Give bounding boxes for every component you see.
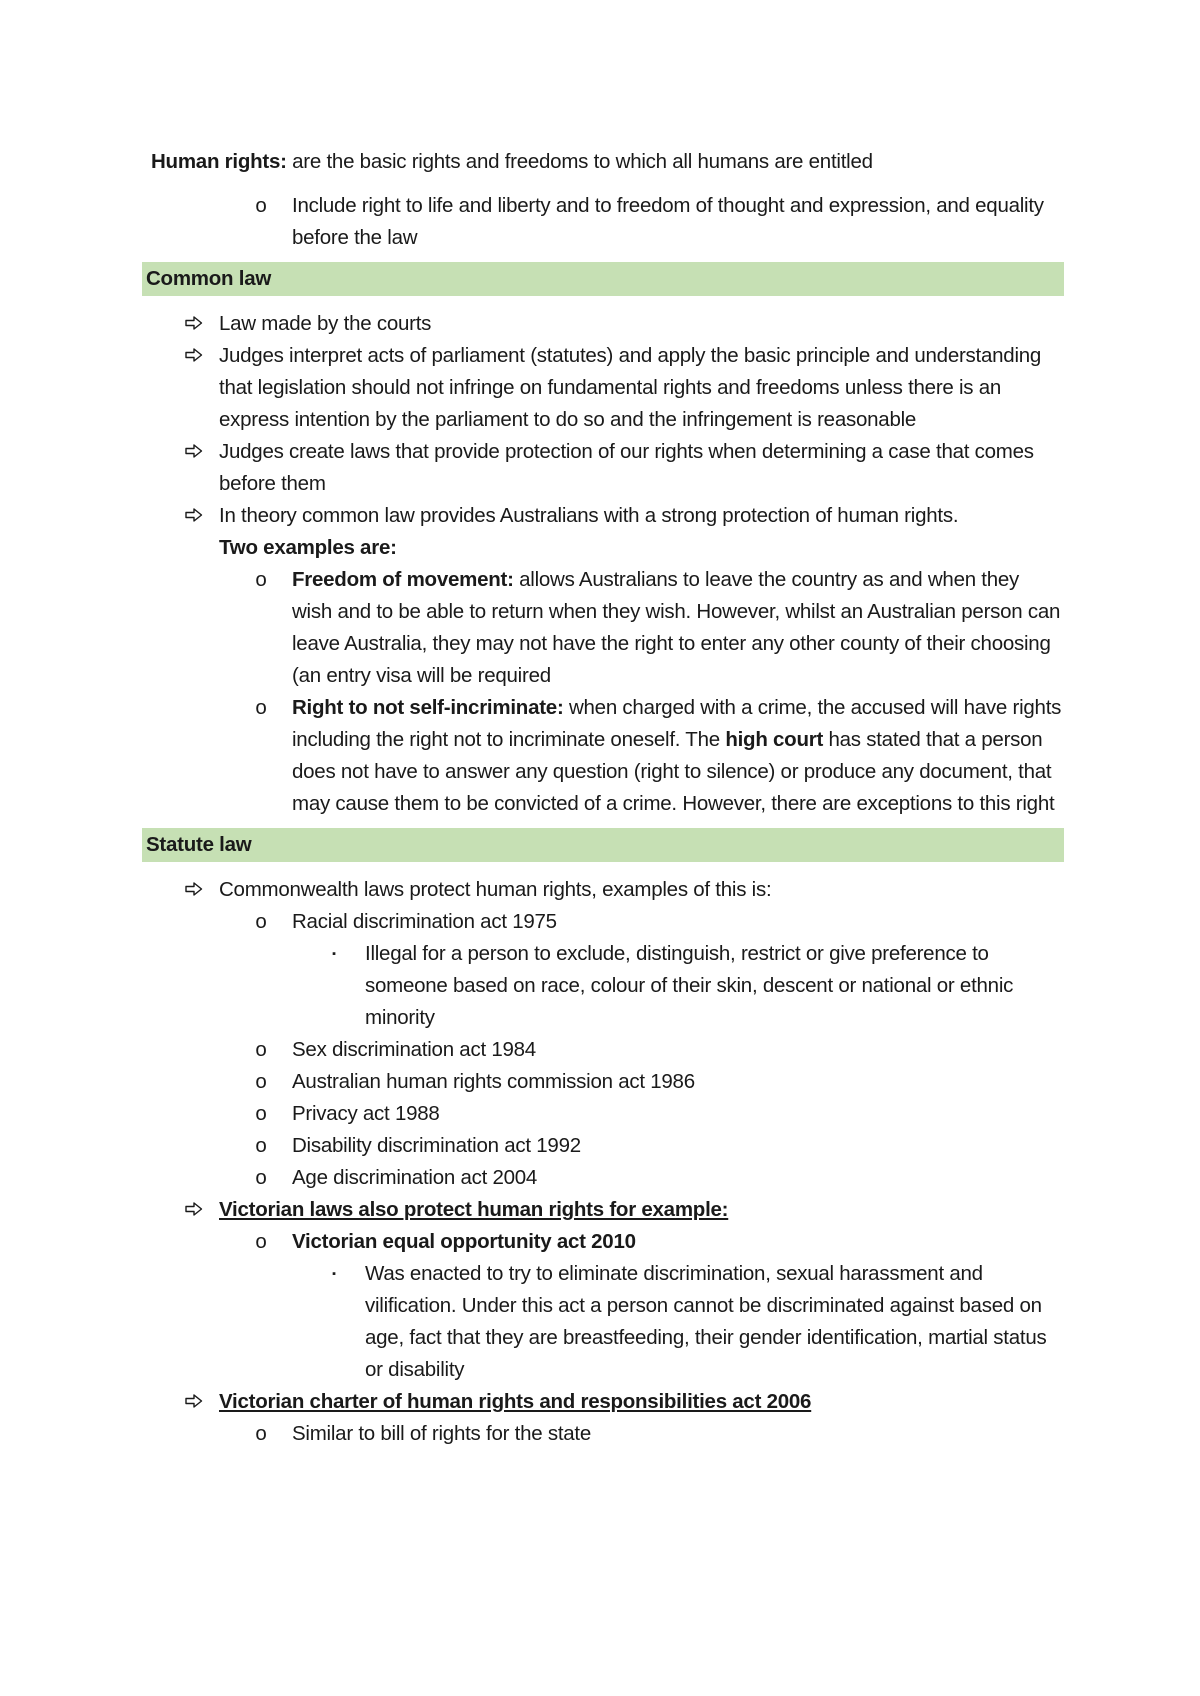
list-item: In theory common law provides Australians with a strong protection of human rights. Two examples are:	[142, 500, 1064, 564]
arrow-bullet-icon	[184, 874, 204, 906]
list-item: o Privacy act 1988	[142, 1098, 1064, 1130]
circle-bullet: o	[255, 1102, 267, 1125]
circle-bullet: o	[255, 1134, 267, 1157]
high-court-highlight: high court	[725, 728, 824, 751]
list-item: Judges create laws that provide protection of our rights when determining a case that comes before them	[142, 436, 1064, 500]
list-item: o Freedom of movement: allows Australians to leave the country as and when they wish and to be able to return when they wish. However, whilst an Australian person can leave Australia, they may not have the right to enter any other county of their choosing (an entry visa will be required	[142, 564, 1064, 692]
arrow-bullet-icon	[184, 308, 204, 340]
examples-label: Two examples are:	[219, 536, 397, 559]
arrow-bullet-icon	[184, 1194, 204, 1226]
list-item: o Racial discrimination act 1975	[142, 906, 1064, 938]
circle-bullet: o	[255, 696, 267, 719]
term-human-rights: Human rights:	[151, 150, 287, 173]
circle-bullet: o	[255, 1422, 267, 1445]
list-item: Judges interpret acts of parliament (statutes) and apply the basic principle and understanding that legislation should not infringe on fundamental rights and freedoms unless there is an express intention by the parliament to do so and the infringement is reasonable	[142, 340, 1064, 436]
circle-bullet: o	[255, 1038, 267, 1061]
arrow-bullet-icon	[184, 340, 204, 372]
list-item: Law made by the courts	[142, 308, 1064, 340]
list-item: ▪ Illegal for a person to exclude, distinguish, restrict or give preference to someone based on race, colour of their skin, descent or national or ethnic minority	[142, 938, 1064, 1034]
list-item: o Include right to life and liberty and to freedom of thought and expression, and equality before the law	[142, 190, 1064, 254]
arrow-bullet-icon	[184, 1386, 204, 1418]
list-item: Victorian charter of human rights and responsibilities act 2006	[142, 1386, 1064, 1418]
square-bullet: ▪	[332, 948, 336, 960]
circle-bullet: o	[255, 1230, 267, 1253]
section-heading-statute-law: Statute law	[142, 828, 1064, 862]
list-item: Commonwealth laws protect human rights, examples of this is:	[142, 874, 1064, 906]
circle-bullet: o	[255, 1166, 267, 1189]
circle-bullet: o	[255, 568, 267, 591]
list-item: o Right to not self-incriminate: when charged with a crime, the accused will have rights including the right not to incriminate oneself. The high court has stated that a person does not have to answer any question (right to silence) or produce any document, that may cause them to be convicted of a crime. However, there are exceptions to this right	[142, 692, 1064, 820]
list-item: Victorian laws also protect human rights for example:	[142, 1194, 1064, 1226]
list-item: o Australian human rights commission act 1986	[142, 1066, 1064, 1098]
list-item: o Similar to bill of rights for the state	[142, 1418, 1064, 1450]
square-bullet: ▪	[332, 1268, 336, 1280]
circle-bullet: o	[255, 194, 267, 217]
arrow-bullet-icon	[184, 436, 204, 468]
list-item: o Victorian equal opportunity act 2010	[142, 1226, 1064, 1258]
definition-text: are the basic rights and freedoms to which all humans are entitled	[286, 150, 873, 173]
section-heading-common-law: Common law	[142, 262, 1064, 296]
list-item: o Sex discrimination act 1984	[142, 1034, 1064, 1066]
circle-bullet: o	[255, 1070, 267, 1093]
document-body	[142, 146, 1064, 1450]
circle-bullet: o	[255, 910, 267, 933]
list-item: ▪ Was enacted to try to eliminate discrimination, sexual harassment and vilification. Under this act a person cannot be discriminated against based on age, fact that they are breastfeeding, their gender identification, martial status or disability	[142, 1258, 1064, 1386]
list-item: o Age discrimination act 2004	[142, 1162, 1064, 1194]
arrow-bullet-icon	[184, 500, 204, 532]
human-rights-definition	[151, 146, 1064, 178]
list-item: o Disability discrimination act 1992	[142, 1130, 1064, 1162]
